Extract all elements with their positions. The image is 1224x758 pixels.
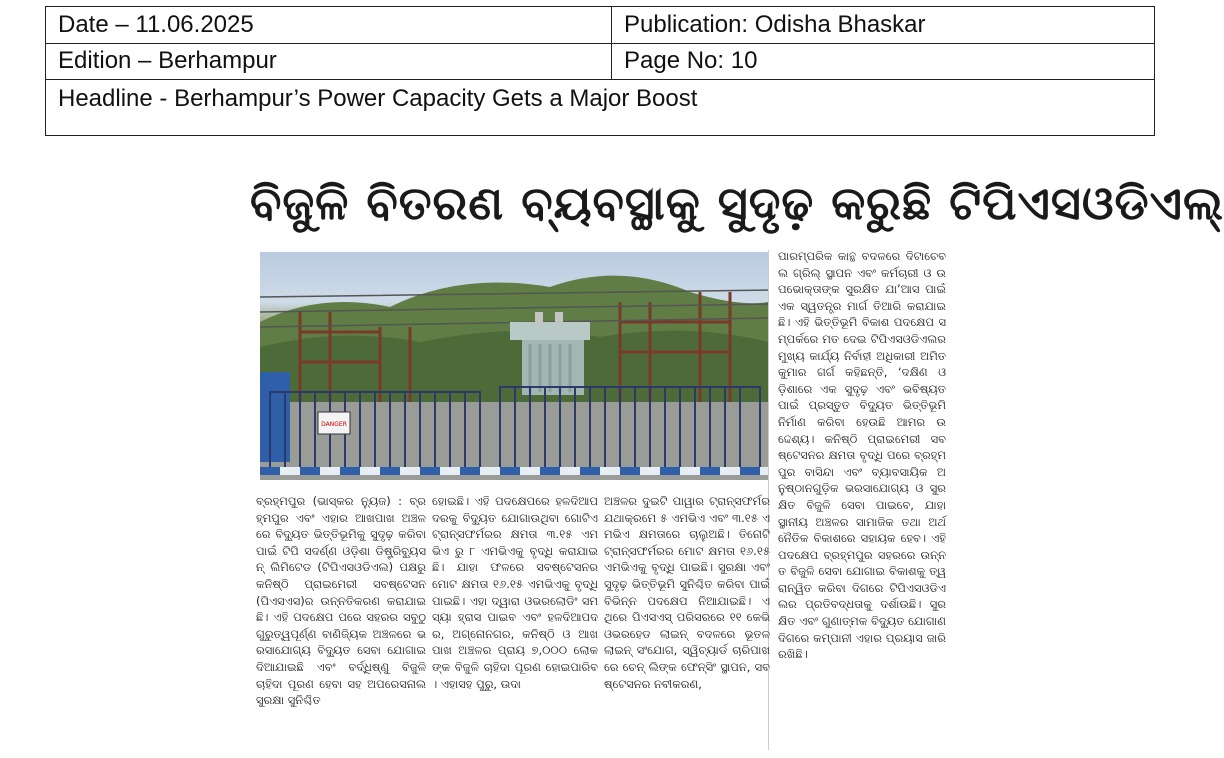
edition-cell: Edition – Berhampur xyxy=(46,43,612,79)
publication-cell: Publication: Odisha Bhaskar xyxy=(624,11,926,38)
substation-photo xyxy=(260,252,768,480)
newspaper-clipping xyxy=(250,160,1224,755)
warning-board-text: DANGER xyxy=(321,421,347,428)
article-column-side xyxy=(778,248,946,748)
article-text-side: ପାରମ୍ପରିକ କାନ୍ଥ ବଦଳରେ ଦିଟାଚେବଲ ଗ୍ରିଲ୍ ସ୍ଥାପନ ଏବଂ କର୍ମଚାରୀ ଓ ଉପଭୋକ୍ତାଙ୍କ ସୁରକ୍ଷିତ ଯା’ଆସ ପାଇଁ ଏକ ସ୍ୱତନ୍ତ୍ର ମାର୍ଗ ତିଆରି କରାଯାଇଛି। ଏହି ଭିତ୍ତିଭୂମି ବିକାଶ ପଦକ୍ଷେପ ସମ୍ପର୍କରେ ମତ ଦେଇ ଟିପିଏସଓଡିଏଲର ମୁଖ୍ୟ କାର୍ଯ୍ୟ ନିର୍ବାହୀ ଅଧିକାରୀ ଅମିତ କୁମାର ଗର୍ଗ କହିଛନ୍ତି, ‘ଦକ୍ଷିଣ ଓଡ଼ିଶାରେ ଏକ ସୁଦୃଢ଼ ଏବଂ ଭବିଷ୍ୟତ ପାଇଁ ପ୍ରସ୍ତୁତ ବିଦ୍ୟୁତ ଭିତ୍ତିଭୂମି ନିର୍ମାଣ କରିବା ହେଉଛି ଆମର ଉଦ୍ଦେଶ୍ୟ। କନିଷ୍ଠି ପ୍ରାଇମେରୀ ସବଷ୍ଟେସନର କ୍ଷମତା ବୃଦ୍ଧି ପରେ ବ୍ରହ୍ମପୁର ବାସିନ୍ଦା ଏବଂ ବ୍ୟାବସାୟିକ ଅନୁଷ୍ଠାନଗୁଡ଼ିକ ଭରସାଯୋଗ୍ୟ ଓ ସୁରକ୍ଷିତ ବିଜୁଳି ସେବା ପାଇବେ, ଯାହା ସ୍ଥାନୀୟ ଅଞ୍ଚଳର ସାମାଜିକ ତଥା ଅର୍ଥନୈତିକ ବିକାଶରେ ସହାୟକ ହେବ। ଏହି ପଦକ୍ଷେପ ବ୍ରହ୍ମପୁର ସହରରେ ଉନ୍ନତ ବିଜୁଳି ସେବା ଯୋଗାଇ ବିକାଶକୁ ତ୍ୱରାନ୍ୱିତ କରିବା ଦିଗରେ ଟିପିଏସଓଡିଏଲର ପ୍ରତିବଦ୍ଧତାକୁ ଦର୍ଶାଉଛି। ସୁରକ୍ଷିତ ଏବଂ ଗୁଣାତ୍ମକ ବିଦ୍ୟୁତ ଯୋଗାଣ ଦିଗରେ କମ୍ପାନୀ ଏହାର ପ୍ରୟାସ ଜାରି ରଖିଛି। xyxy=(778,249,946,662)
article-column-2 xyxy=(432,493,598,751)
metadata-row-edition xyxy=(46,43,1154,80)
article-text-1: ବ୍ରହ୍ମପୁର (ଭାସ୍କର ନ୍ୟୁଜ) : ବ୍ରହ୍ମପୁର ଏବଂ ଏହାର ଆଖପାଖ ଅଞ୍ଚଳରେ ବିଦ୍ୟୁତ ଭିତ୍ତିଭୂମିକୁ ସୁଦୃଢ଼ କରିବା ପାଇଁ ଟିପି ସଦର୍ଣ୍ଣ ଓଡ଼ିଶା ଡିଷ୍ଟ୍ରିବ୍ୟୁସନ୍ ଲିମିଟେଡ (ଟିପିଏସଓଡିଏଲ) ପକ୍ଷରୁ କନିଷ୍ଠି ପ୍ରାଇମେରୀ ସବଷ୍ଟେସନ (ପିଏସଏସ)ର ଉନ୍ନତିକରଣ କରାଯାଇଛି। ଏହି ପଦକ୍ଷେପ ପରେ ସହରର ସବୁଠୁ ଗୁରୁତ୍ୱପୂର୍ଣ୍ଣ ବାଣିଜ୍ୟିକ ଅଞ୍ଚଳରେ ଭରସାଯୋଗ୍ୟ ବିଦ୍ୟୁତ ସେବା ଯୋଗାଇ ଦିଆଯାଇଛି ଏବଂ ବର୍ଦ୍ଧିଷ୍ଣୁ ବିଜୁଳି ଚାହିଦା ପୂରଣ ହେବା ସହ ଅପରେସନାଲ ସୁରକ୍ଷା ସୁନିଶ୍ଚିତ xyxy=(256,494,426,708)
page-number-cell: Page No: 10 xyxy=(624,47,758,74)
headline-cell: Headline - Berhampur’s Power Capacity Gets a Major Boost xyxy=(58,85,698,112)
metadata-table xyxy=(45,6,1155,136)
metadata-row-date xyxy=(46,7,1154,44)
clipping-headline: ବିଜୁଳି ବିତରଣ ବ୍ୟବସ୍ଥାକୁ ସୁଦୃଢ଼ କରୁଛି ଟିପିଏସଓଡିଏଲ୍ xyxy=(250,176,1224,230)
date-cell: Date – 11.06.2025 xyxy=(46,7,612,43)
article-text-2: ହୋଇଛି। ଏହି ପଦକ୍ଷେପରେ ହଳଦିଆପଦରକୁ ବିଦ୍ୟୁତ ଯୋଗାଉଥିବା ଗୋଟିଏ ଟ୍ରାନ୍ସଫର୍ମରର କ୍ଷମତା ୩.୧୫ ଏମଭିଏ ରୁ ୮ ଏମଭିଏକୁ ବୃଦ୍ଧି କରାଯାଇଛି। ଯାହା ଫଳରେ ସବଷ୍ଟେସନର ମୋଟ କ୍ଷମତା ୧୬.୧୫ ଏମଭିଏକୁ ବୃଦ୍ଧି ପାଇଛି। ଏହା ଦ୍ୱାରା ଓଭରଲୋଡିଂ ସମସ୍ୟା ହ୍ରାସ ପାଇବ ଏବଂ ହଳଦିଆପଦର, ଅଗ୍ନୋନଗର, କନିଷ୍ଠି ଓ ଆଖପାଖ ଅଞ୍ଚଳର ପ୍ରାୟ ୭,୦୦୦ ଲୋକଙ୍କ ବିଜୁଳି ଚାହିଦା ପୂରଣ ହୋଇପାରିବ। ଏହାସହ ପୁରୁ, ଉଦା xyxy=(432,494,598,691)
article-column-3 xyxy=(604,493,770,751)
article-column-1 xyxy=(256,493,426,751)
substation-illustration xyxy=(260,252,768,480)
metadata-row-headline xyxy=(46,79,1154,135)
article-text-3: ଅଞ୍ଚଳର ଦୁଇଟି ପାୱାର ଟ୍ରାନ୍ସଫର୍ମର ଯଥାକ୍ରମେ ୫ ଏମଭିଏ ଏବଂ ୩.୧୫ ଏମଭିଏ କ୍ଷମତାରେ ଚାଲୁଅଛି। ତିନୋଟି ଟ୍ରାନ୍ସଫର୍ମରର ମୋଟ କ୍ଷମତା ୧୬.୧୫ ଏମଭିଏକୁ ବୃଦ୍ଧି ପାଇଛି। ସୁରକ୍ଷା ଏବଂ ସୁଦୃଢ଼ ଭିତ୍ତିଭୂମି ସୁନିଶ୍ଚିତ କରିବା ପାଇଁ ବିଭିନ୍ନ ପଦକ୍ଷେପ ନିଆଯାଇଛି। ଏଥିରେ ପିଏସଏସ୍ ପରିସରରେ ୧୧ କେଭି ଓଭରହେଡ ଲାଇନ୍ ବଦଳରେ ଭୂତଳ ଲାଇନ୍ ସଂଯୋଗ, ସ୍ୱିଚ୍ୟାର୍ଡ ଚାରିପାଖରେ ଚେନ୍ ଲିଙ୍କ ଫେନ୍ସିଂ ସ୍ଥାପନ, ସବଷ୍ଟେସନର ନବୀକରଣ, xyxy=(604,494,770,691)
